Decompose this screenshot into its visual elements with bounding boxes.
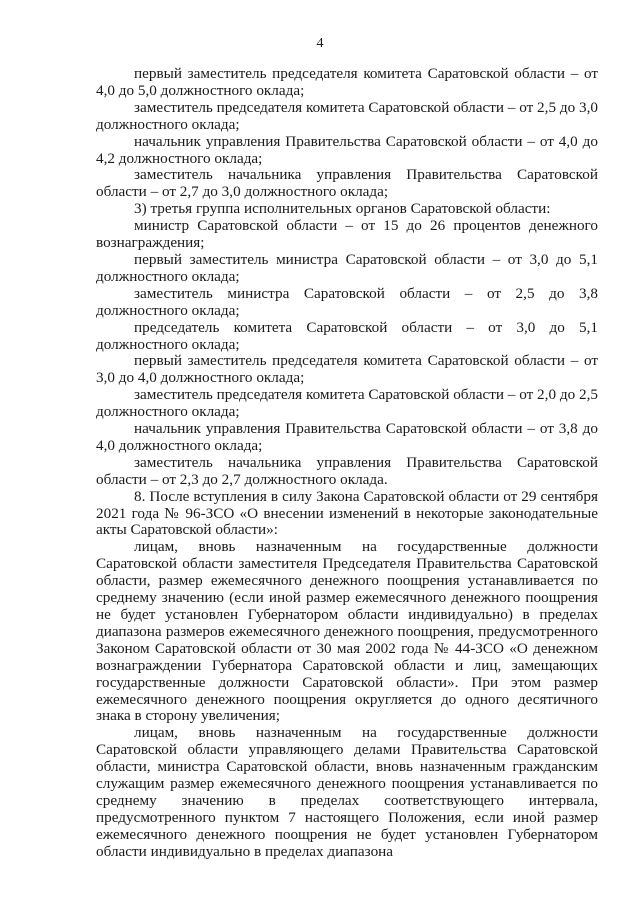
page-number: 4 [316,36,324,51]
paragraph: первый заместитель председателя комитета Саратовской области – от 3,0 до 4,0 должностного оклада; [96,352,598,387]
paragraph: лицам, вновь назначенным на государственные должности Саратовской области управляющего делами Правительства Саратовской области, министра Саратовской области, вновь назначенным гражданским служащим размер ежемесячного денежного поощрения устанавливается по среднему значению в пределах соответствующего интервала, предусмотренного пунктом 7 настоящего Положения, если иной размер ежемесячного денежного поощрения не будет установлен Губернатором области индивидуально в пределах диапазона [96,724,598,860]
paragraph: заместитель председателя комитета Саратовской области – от 2,0 до 2,5 должностного оклада; [96,386,598,421]
paragraph: заместитель министра Саратовской области – от 2,5 до 3,8 должностного оклада; [96,284,598,319]
paragraph: 3) третья группа исполнительных органов Саратовской области: [134,200,551,218]
paragraph: председатель комитета Саратовской области – от 3,0 до 5,1 должностного оклада; [96,318,598,353]
paragraph: первый заместитель председателя комитета Саратовской области – от 4,0 до 5,0 должностного оклада; [96,65,598,99]
paragraph: заместитель председателя комитета Саратовской области – от 2,5 до 3,0 должностного оклада; [96,98,598,133]
paragraph: заместитель начальника управления Правительства Саратовской области – от 2,3 до 2,7 должностного оклада. [96,453,598,488]
document-body [96,66,598,861]
paragraph: министр Саратовской области – от 15 до 26 процентов денежного вознаграждения; [96,217,598,252]
paragraph: заместитель начальника управления Правительства Саратовской области – от 2,7 до 3,0 должностного оклада; [96,166,598,201]
paragraph: лицам, вновь назначенным на государственные должности Саратовской области заместителя Председателя Правительства Саратовской области, размер ежемесячного денежного поощрения устанавливается по среднему значению (если иной размер ежемесячного денежного поощрения не будет установлен Губернатором области индивидуально) в пределах диапазона размеров ежемесячного денежного поощрения, предусмотренного Законом Саратовской области от 30 мая 2002 года № 44-ЗСО «О денежном вознаграждении Губернатора Саратовской области и лиц, замещающих государственные должности Саратовской области». При этом размер ежемесячного денежного поощрения округляется до одного десятичного знака в сторону увеличения; [96,538,598,725]
paragraph: начальник управления Правительства Саратовской области – от 4,0 до 4,2 должностного оклада; [96,132,598,167]
paragraph: начальник управления Правительства Саратовской области – от 3,8 до 4,0 должностного оклада; [96,420,598,454]
paragraph: первый заместитель министра Саратовской области – от 3,0 до 5,1 должностного оклада; [96,250,598,285]
paragraph: 8. После вступления в силу Закона Саратовской области от 29 сентября 2021 года № 96-ЗСО «О внесении изменений в некоторые законодательные акты Саратовской области»: [96,487,598,539]
